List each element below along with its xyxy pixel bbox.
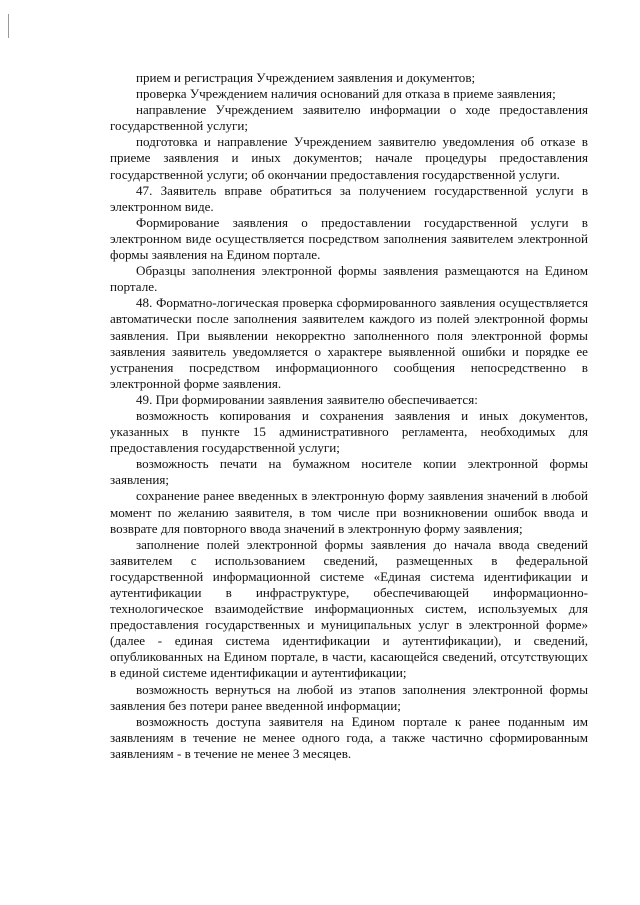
paragraph-item-48: 48. Форматно-логическая проверка сформированного заявления осуществляется автоматически после заполнения заявителем каждого из полей электронной формы заявления. При выявлении некорректно заполненного поля электронной формы заявления заявитель уведомляется о характере выявленной ошибки и порядке ее устранения посредством информационного сообщения непосредственно в электронной форме заявления. xyxy=(110,295,588,391)
paragraph: прием и регистрация Учреждением заявления и документов; xyxy=(136,70,476,85)
paragraph: направление Учреждением заявителю информации о ходе предоставления государственной услуги; xyxy=(110,102,588,134)
paragraph: Формирование заявления о предоставлении государственной услуги в электронном виде осуществляется посредством заполнения заявителем электронной формы заявления на Едином портале. xyxy=(110,214,588,263)
paragraph: Образцы заполнения электронной формы заявления размещаются на Едином портале. xyxy=(110,263,588,295)
paragraph-item-47: 47. Заявитель вправе обратиться за получением государственной услуги в электронном виде. xyxy=(110,182,588,214)
paragraph: возможность печати на бумажном носителе копии электронной формы заявления; xyxy=(110,456,588,488)
paragraph: возможность вернуться на любой из этапов заполнения электронной формы заявления без потери ранее введенной информации; xyxy=(110,681,588,713)
document-body xyxy=(110,70,588,762)
paragraph: проверка Учреждением наличия оснований для отказа в приеме заявления; xyxy=(136,86,556,102)
paragraph: возможность доступа заявителя на Едином портале к ранее поданным им заявлениям в течение не менее одного года, а также частично сформированным заявлениям - в течение не менее 3 месяцев. xyxy=(110,713,588,761)
paragraph-item-49: 49. При формировании заявления заявителю обеспечивается: xyxy=(136,391,478,407)
paragraph: заполнение полей электронной формы заявления до начала ввода сведений заявителем с использованием сведений, размещенных в федеральной государственной информационной системе «Единая система идентификации и аутентификации в инфраструктуре, обеспечивающей информационно-технологическое взаимодействие информационных систем, используемых для предоставления государственных и муниципальных услуг в электронной форме» (далее - единая система идентификации и аутентификации), и сведений, опубликованных на Едином портале, в части, касающейся сведений, отсутствующих в единой системе идентификации и аутентификации; xyxy=(110,536,588,681)
scan-edge-mark xyxy=(8,14,9,38)
paragraph: сохранение ранее введенных в электронную форму заявления значений в любой момент по желанию заявителя, в том числе при возникновении ошибок ввода и возврате для повторного ввода значений в электронную форму заявления; xyxy=(110,488,588,536)
paragraph: подготовка и направление Учреждением заявителю уведомления об отказе в приеме заявления и иных документов; начале процедуры предоставления государственной услуги; об окончании предоставления государственной услуги. xyxy=(110,134,588,182)
paragraph: возможность копирования и сохранения заявления и иных документов, указанных в пункте 15 административного регламента, необходимых для предоставления государственной услуги; xyxy=(110,407,588,456)
